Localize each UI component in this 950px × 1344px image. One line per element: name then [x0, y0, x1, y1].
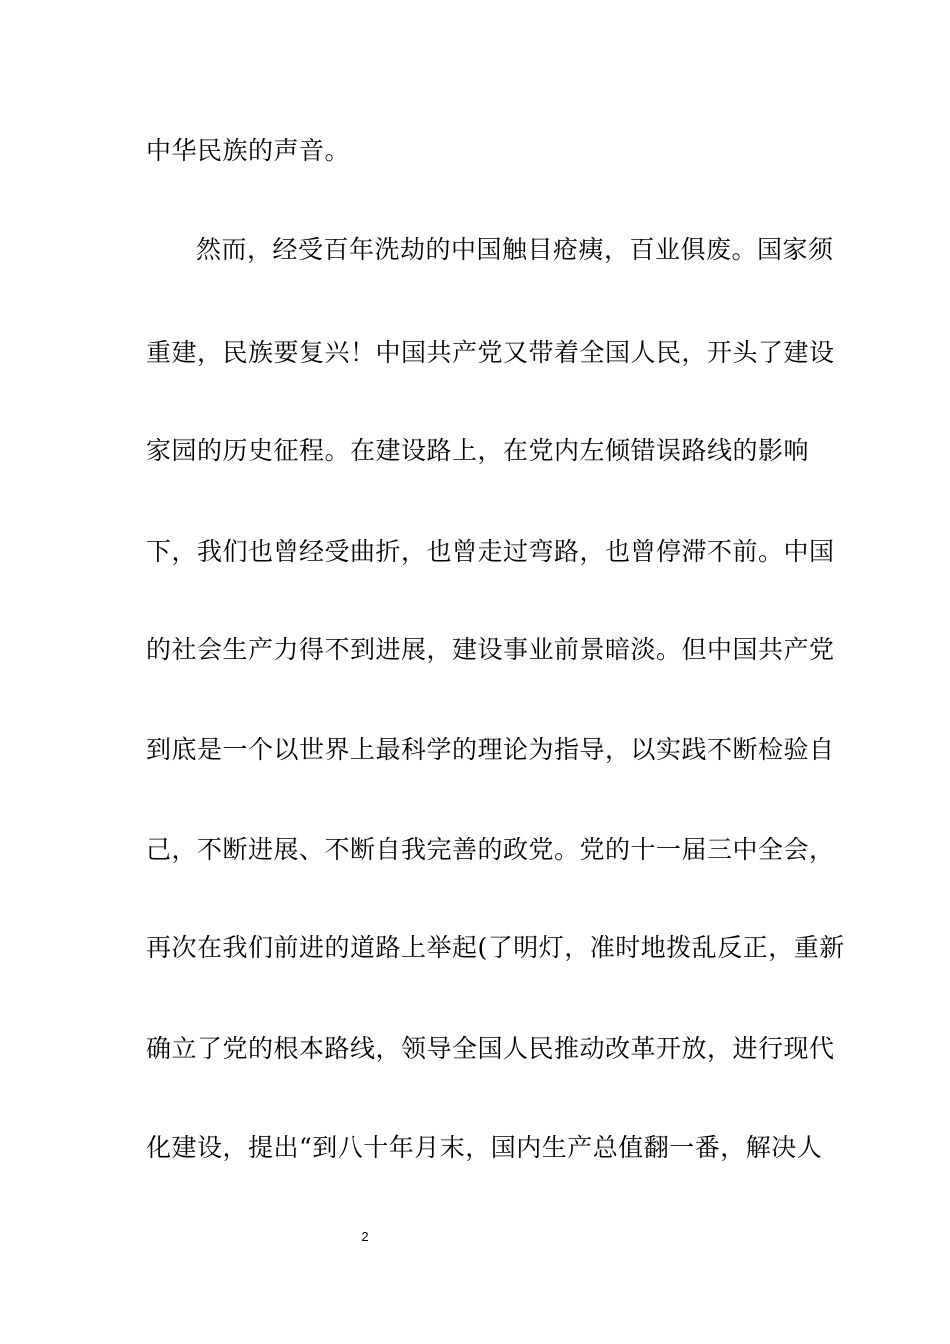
text-line: 下，我们也曾经受曲折，也曾走过弯路，也曾停滞不前。中国 [146, 537, 835, 566]
text-line: 化建设，提出“到八十年月末，国内生产总值翻一番，解决人 [146, 1133, 823, 1162]
page-number: 2 [361, 1229, 369, 1244]
text-line: 确立了党的根本路线，领导全国人民推动改革开放，进行现代 [146, 1034, 835, 1063]
text-line: 家园的历史征程。在建设路上，在党内左倾错误路线的影响 [146, 436, 810, 465]
text-line: 重建，民族要复兴！中国共产党又带着全国人民，开头了建设 [146, 338, 835, 367]
text-line: 到底是一个以世界上最科学的理论为指导，以实践不断检验自 [146, 735, 835, 764]
text-line: 己，不断进展、不断自我完善的政党。党的十一届三中全会， [146, 835, 835, 864]
paragraph-first-line: 然而，经受百年洗劫的中国触目疮痍，百业俱废。国家须 [196, 235, 834, 264]
text-line: 的社会生产力得不到进展，建设事业前景暗淡。但中国共产党 [146, 635, 835, 664]
text-line: 中华民族的声音。 [146, 136, 351, 165]
text-line: 再次在我们前进的道路上举起(了明灯，准时地拨乱反正，重新 [146, 933, 845, 962]
